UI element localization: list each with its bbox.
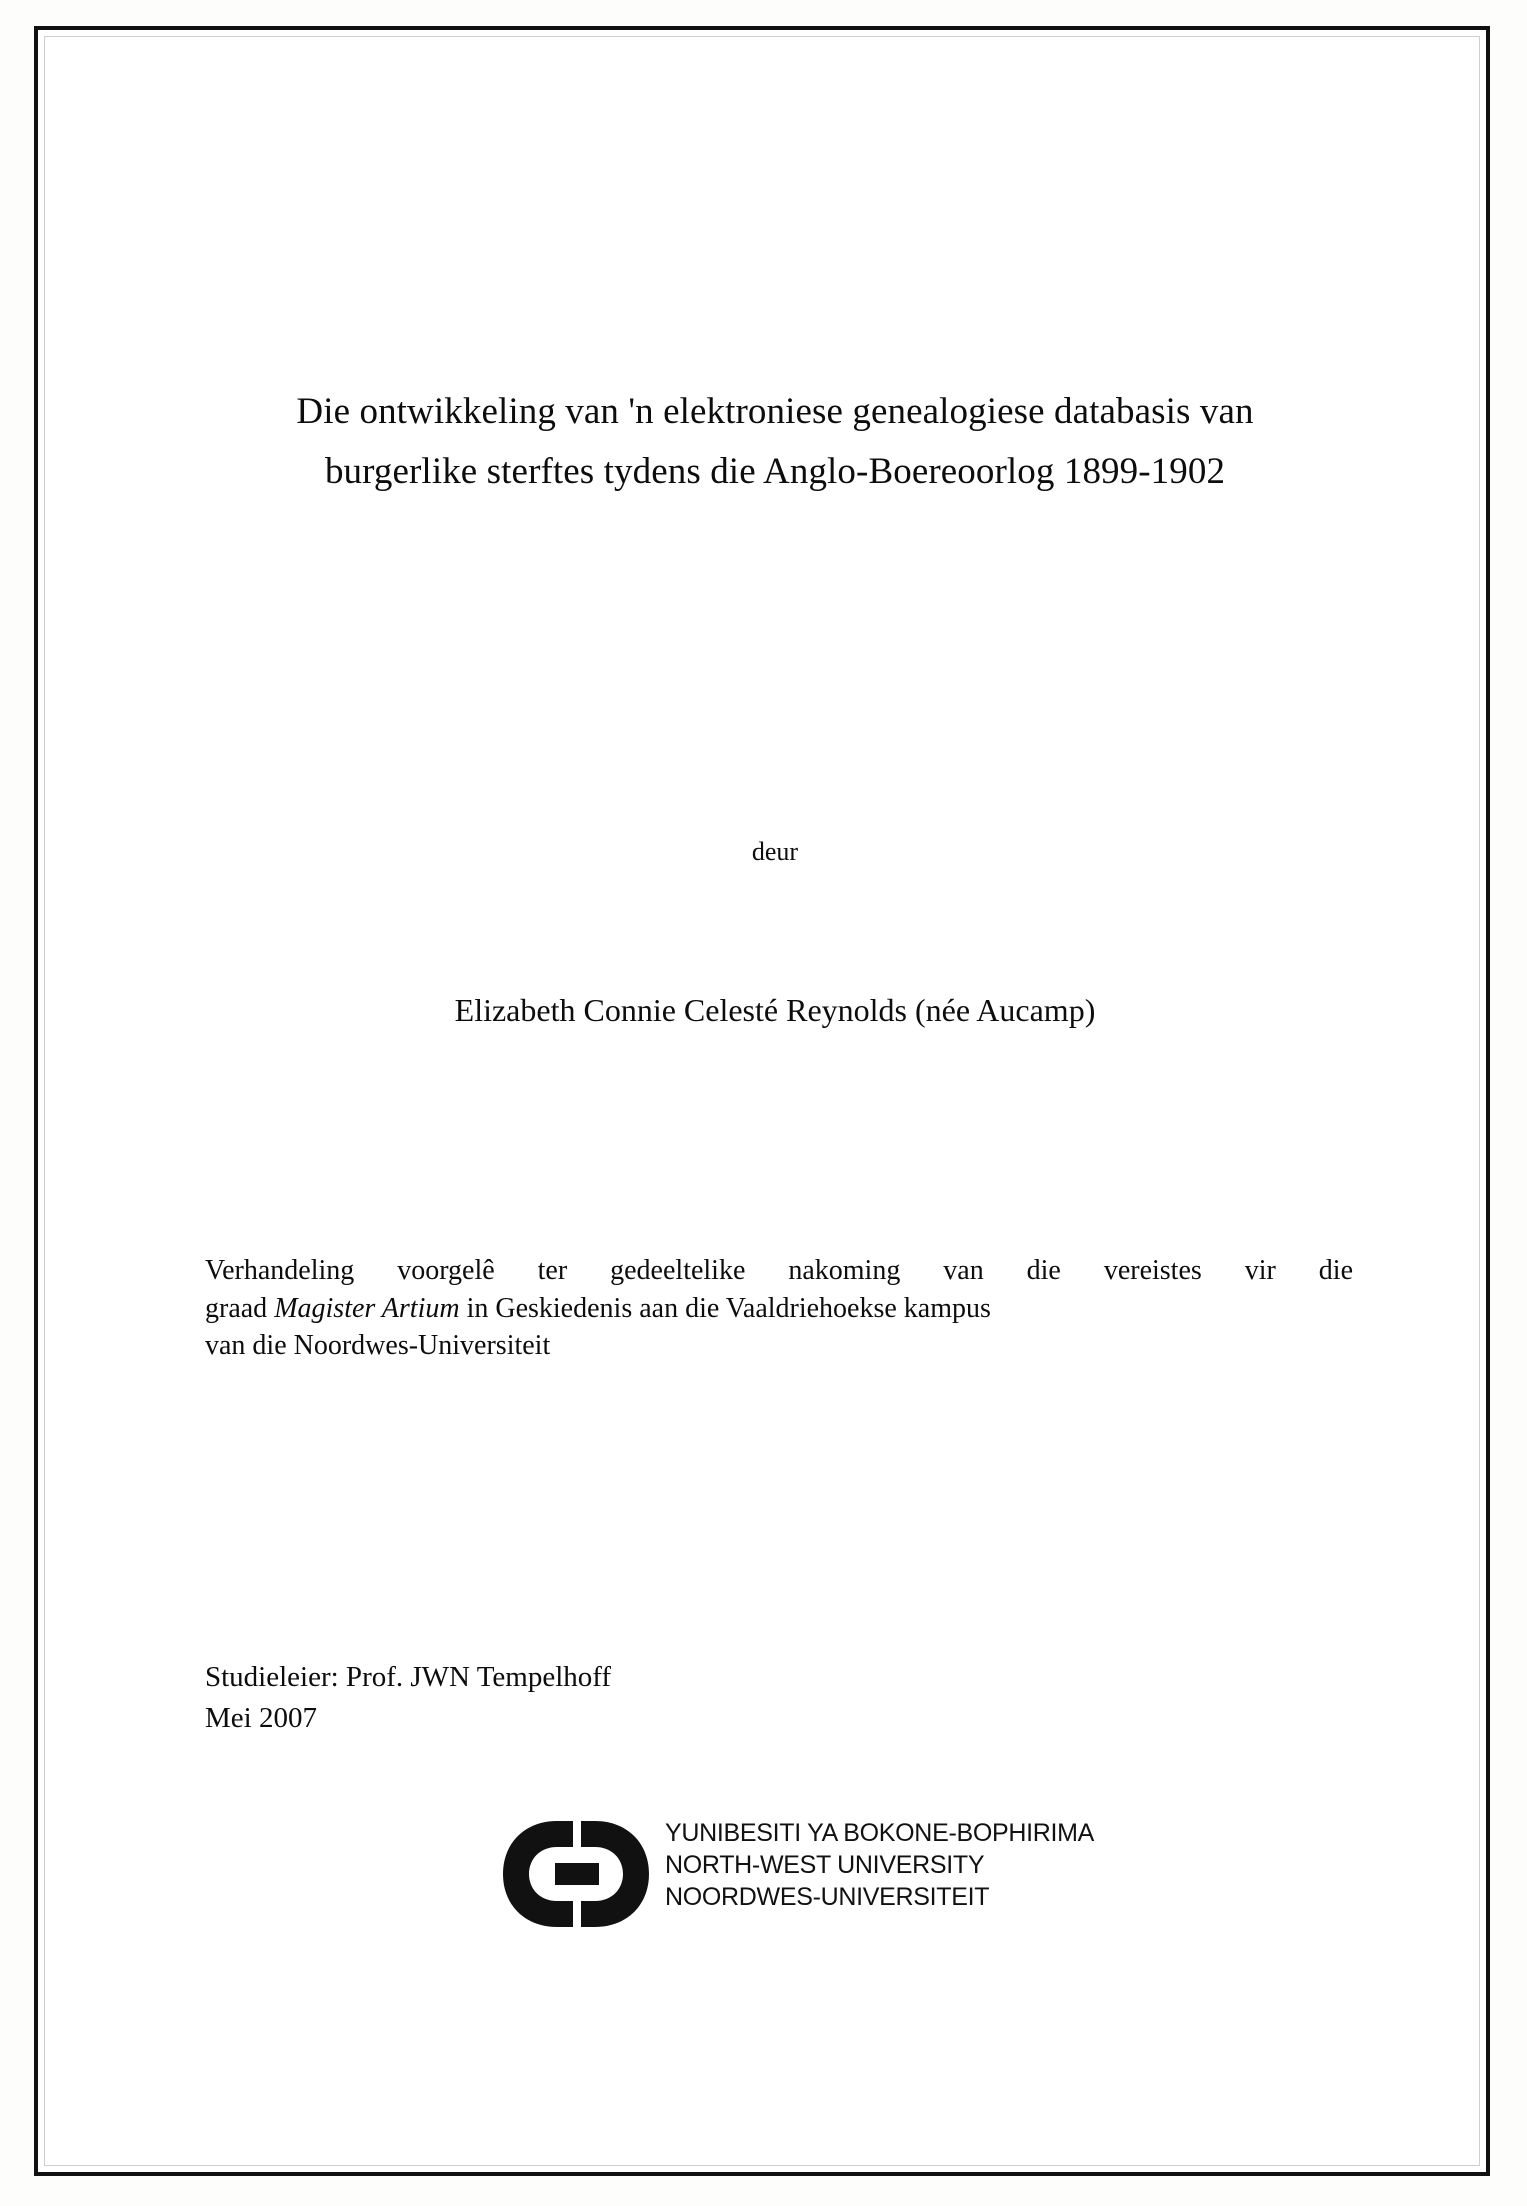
- degree-statement-line-2-post: in Geskiedenis aan die Vaaldriehoekse kampus: [459, 1292, 991, 1324]
- degree-name-italic: Magister Artium: [274, 1292, 460, 1324]
- page-border: [34, 26, 1490, 2176]
- title-line-2: burgerlike sterftes tydens die Anglo-Boereoorlog 1899-1902: [324, 450, 1226, 492]
- university-logo-text: [665, 1817, 1094, 1913]
- degree-statement-line-2-pre: graad: [205, 1292, 275, 1324]
- by-label: deur: [751, 837, 799, 866]
- supervisor-block: [205, 1657, 1105, 1739]
- title-line-1: Die ontwikkeling van 'n elektroniese genealogiese databasis van: [296, 391, 1254, 432]
- degree-statement-line-1: Verhandeling voorgelê ter gedeeltelike nakoming van die vereistes vir die: [205, 1255, 1353, 1286]
- logo-text-line-3: NOORDWES-UNIVERSITEIT: [665, 1883, 990, 1911]
- submission-date: Mei 2007: [205, 1702, 317, 1735]
- logo-text-line-1: YUNIBESITI YA BOKONE-BOPHIRIMA: [665, 1819, 1095, 1847]
- page-inner-border: [44, 36, 1480, 2166]
- supervisor-line: Studieleier: Prof. JWN Tempelhoff: [205, 1661, 612, 1693]
- author-name: Elizabeth Connie Celesté Reynolds (née Aucamp): [454, 992, 1096, 1028]
- degree-statement: [205, 1252, 1353, 1365]
- logo-text-line-2: NORTH-WEST UNIVERSITY: [665, 1851, 985, 1879]
- title-page-content: [195, 37, 1355, 2165]
- degree-statement-line-3: van die Noordwes-Universiteit: [205, 1330, 551, 1362]
- page-title: [195, 382, 1355, 502]
- university-logo-block: [495, 1807, 1195, 1942]
- north-west-university-logo-icon: [495, 1815, 655, 1933]
- degree-statement-line-2: [205, 1290, 1353, 1328]
